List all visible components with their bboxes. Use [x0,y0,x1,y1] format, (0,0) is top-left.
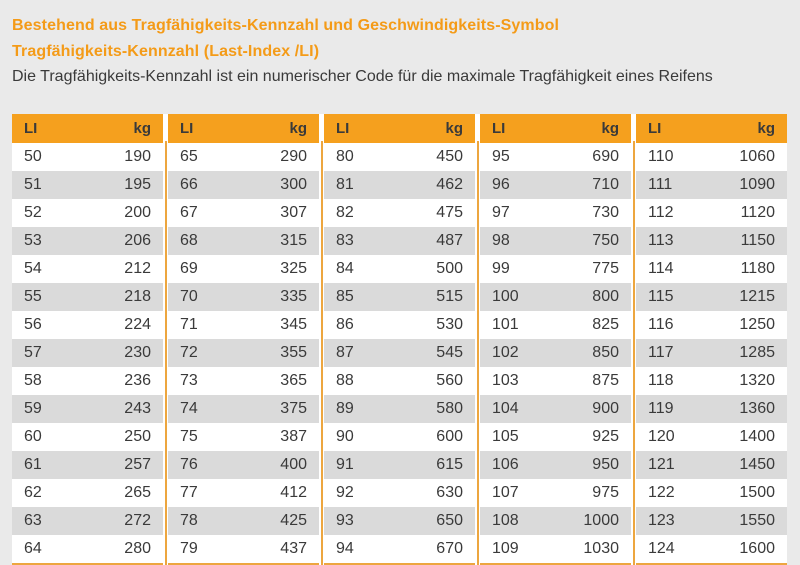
kg-value-cell: 200 [83,199,163,227]
header-row [480,114,631,143]
li-value-cell: 53 [12,227,83,255]
li-value-cell: 98 [480,227,551,255]
kg-value-cell: 212 [83,255,163,283]
table-row [636,311,787,339]
li-value-cell: 106 [480,451,551,479]
table-row [12,395,163,423]
table-row [324,507,475,535]
table-row [636,339,787,367]
kg-value-cell: 500 [395,255,475,283]
kg-value-cell: 690 [551,143,631,171]
li-value-cell: 124 [636,535,707,565]
header-row [636,114,787,143]
kg-value-cell: 615 [395,451,475,479]
li-value-cell: 108 [480,507,551,535]
divider-line [477,141,479,565]
kg-value-cell: 1150 [707,227,787,255]
li-value-cell: 110 [636,143,707,171]
li-value-cell: 91 [324,451,395,479]
table-row [636,367,787,395]
table-row [324,367,475,395]
li-value-cell: 68 [168,227,239,255]
kg-value-cell: 195 [83,171,163,199]
table-row [12,283,163,311]
kg-value-cell: 355 [239,339,319,367]
load-index-table-group-2 [168,114,319,565]
kg-value-cell: 462 [395,171,475,199]
li-value-cell: 92 [324,479,395,507]
table-row [168,311,319,339]
li-value-cell: 112 [636,199,707,227]
li-value-cell: 93 [324,507,395,535]
li-value-cell: 78 [168,507,239,535]
kg-value-cell: 206 [83,227,163,255]
table-row [324,311,475,339]
li-value-cell: 81 [324,171,395,199]
li-value-cell: 104 [480,395,551,423]
kg-value-cell: 1285 [707,339,787,367]
kg-value-cell: 1600 [707,535,787,565]
kg-column-header: kg [707,114,787,143]
kg-value-cell: 218 [83,283,163,311]
li-value-cell: 101 [480,311,551,339]
li-value-cell: 86 [324,311,395,339]
kg-value-cell: 545 [395,339,475,367]
kg-value-cell: 335 [239,283,319,311]
table-row [324,199,475,227]
table-row [168,395,319,423]
li-value-cell: 72 [168,339,239,367]
column-group-divider [475,114,480,565]
kg-value-cell: 387 [239,423,319,451]
kg-column-header: kg [551,114,631,143]
kg-value-cell: 950 [551,451,631,479]
li-column-header: LI [12,114,83,143]
divider-line [633,141,635,565]
table-row [168,227,319,255]
li-value-cell: 102 [480,339,551,367]
table-row [636,535,787,565]
li-value-cell: 107 [480,479,551,507]
kg-value-cell: 265 [83,479,163,507]
li-value-cell: 67 [168,199,239,227]
table-row [12,143,163,171]
li-value-cell: 123 [636,507,707,535]
li-value-cell: 60 [12,423,83,451]
kg-value-cell: 315 [239,227,319,255]
column-group-divider [631,114,636,565]
kg-value-cell: 800 [551,283,631,311]
li-value-cell: 63 [12,507,83,535]
kg-value-cell: 272 [83,507,163,535]
table-row [324,535,475,565]
load-index-table-group-3 [324,114,475,565]
kg-value-cell: 345 [239,311,319,339]
li-value-cell: 62 [12,479,83,507]
li-column-header: LI [324,114,395,143]
kg-value-cell: 1215 [707,283,787,311]
kg-value-cell: 775 [551,255,631,283]
li-value-cell: 59 [12,395,83,423]
kg-value-cell: 1090 [707,171,787,199]
table-row [168,255,319,283]
table-row [636,143,787,171]
kg-value-cell: 190 [83,143,163,171]
kg-value-cell: 1000 [551,507,631,535]
table-row [12,255,163,283]
table-row [168,339,319,367]
li-value-cell: 87 [324,339,395,367]
table-row [480,283,631,311]
li-value-cell: 100 [480,283,551,311]
kg-value-cell: 236 [83,367,163,395]
table-row [636,423,787,451]
li-value-cell: 73 [168,367,239,395]
kg-value-cell: 580 [395,395,475,423]
kg-value-cell: 1450 [707,451,787,479]
load-index-tables [12,114,787,565]
kg-value-cell: 650 [395,507,475,535]
table-row [168,367,319,395]
kg-value-cell: 875 [551,367,631,395]
li-value-cell: 113 [636,227,707,255]
kg-value-cell: 290 [239,143,319,171]
kg-value-cell: 1120 [707,199,787,227]
kg-value-cell: 250 [83,423,163,451]
li-value-cell: 115 [636,283,707,311]
li-value-cell: 122 [636,479,707,507]
li-value-cell: 84 [324,255,395,283]
li-column-header: LI [168,114,239,143]
table-row [12,311,163,339]
li-value-cell: 120 [636,423,707,451]
table-row [12,171,163,199]
li-value-cell: 114 [636,255,707,283]
table-row [324,283,475,311]
table-row [12,535,163,565]
table-row [480,451,631,479]
table-row [168,507,319,535]
li-value-cell: 69 [168,255,239,283]
li-value-cell: 56 [12,311,83,339]
kg-value-cell: 487 [395,227,475,255]
kg-value-cell: 730 [551,199,631,227]
table-row [12,451,163,479]
table-row [12,227,163,255]
li-value-cell: 94 [324,535,395,565]
table-row [168,199,319,227]
table-row [324,143,475,171]
table-heading: Tragfähigkeits-Kennzahl (Last-Index /LI) [12,43,320,60]
li-value-cell: 88 [324,367,395,395]
kg-value-cell: 1320 [707,367,787,395]
header-row [168,114,319,143]
column-group-divider [319,114,324,565]
table-row [168,479,319,507]
table-row [324,227,475,255]
li-value-cell: 119 [636,395,707,423]
table-row [480,395,631,423]
table-row [480,255,631,283]
table-row [480,339,631,367]
li-value-cell: 103 [480,367,551,395]
li-value-cell: 75 [168,423,239,451]
table-row [168,171,319,199]
kg-value-cell: 1360 [707,395,787,423]
li-value-cell: 95 [480,143,551,171]
table-row [480,171,631,199]
kg-value-cell: 670 [395,535,475,565]
section-heading: Bestehend aus Tragfähigkeits-Kennzahl und Geschwindigkeits-Symbol [12,17,560,34]
table-row [324,451,475,479]
li-value-cell: 83 [324,227,395,255]
kg-value-cell: 450 [395,143,475,171]
kg-value-cell: 300 [239,171,319,199]
li-value-cell: 52 [12,199,83,227]
kg-value-cell: 325 [239,255,319,283]
li-value-cell: 99 [480,255,551,283]
kg-value-cell: 1400 [707,423,787,451]
kg-value-cell: 412 [239,479,319,507]
kg-value-cell: 1060 [707,143,787,171]
table-row [636,507,787,535]
table-row [636,479,787,507]
table-row [636,255,787,283]
li-value-cell: 85 [324,283,395,311]
load-index-table-group-5 [636,114,787,565]
table-row [168,423,319,451]
intro-section [12,13,788,89]
table-row [12,367,163,395]
column-group-divider [163,114,168,565]
kg-value-cell: 825 [551,311,631,339]
table-row [12,479,163,507]
table-row [324,395,475,423]
kg-value-cell: 560 [395,367,475,395]
kg-value-cell: 975 [551,479,631,507]
li-value-cell: 50 [12,143,83,171]
li-value-cell: 57 [12,339,83,367]
li-column-header: LI [480,114,551,143]
kg-value-cell: 850 [551,339,631,367]
li-value-cell: 79 [168,535,239,565]
li-value-cell: 121 [636,451,707,479]
li-value-cell: 96 [480,171,551,199]
li-value-cell: 111 [636,171,707,199]
kg-value-cell: 1250 [707,311,787,339]
li-value-cell: 118 [636,367,707,395]
load-index-table-group-4 [480,114,631,565]
load-index-table-group-1 [12,114,163,565]
table-row [480,423,631,451]
kg-value-cell: 750 [551,227,631,255]
table-row [12,507,163,535]
table-row [480,535,631,565]
kg-value-cell: 230 [83,339,163,367]
kg-value-cell: 900 [551,395,631,423]
table-row [636,451,787,479]
header-row [12,114,163,143]
table-row [12,199,163,227]
kg-value-cell: 375 [239,395,319,423]
kg-value-cell: 437 [239,535,319,565]
kg-value-cell: 1550 [707,507,787,535]
table-row [168,535,319,565]
li-value-cell: 105 [480,423,551,451]
header-row [324,114,475,143]
table-row [480,479,631,507]
li-value-cell: 51 [12,171,83,199]
table-row [168,283,319,311]
kg-value-cell: 425 [239,507,319,535]
table-row [168,143,319,171]
li-value-cell: 117 [636,339,707,367]
kg-value-cell: 515 [395,283,475,311]
li-value-cell: 55 [12,283,83,311]
kg-column-header: kg [395,114,475,143]
li-value-cell: 70 [168,283,239,311]
table-row [12,423,163,451]
kg-value-cell: 257 [83,451,163,479]
kg-value-cell: 365 [239,367,319,395]
table-row [324,339,475,367]
kg-value-cell: 630 [395,479,475,507]
li-value-cell: 66 [168,171,239,199]
table-row [324,423,475,451]
kg-value-cell: 475 [395,199,475,227]
table-row [12,339,163,367]
li-value-cell: 116 [636,311,707,339]
kg-value-cell: 1030 [551,535,631,565]
kg-value-cell: 224 [83,311,163,339]
divider-line [321,141,323,565]
description-text: Die Tragfähigkeits-Kennzahl ist ein numerischer Code für die maximale Tragfähigkeit eines Reifens [12,68,713,85]
table-row [168,451,319,479]
li-value-cell: 80 [324,143,395,171]
table-row [636,283,787,311]
li-value-cell: 64 [12,535,83,565]
li-value-cell: 109 [480,535,551,565]
table-row [480,507,631,535]
li-value-cell: 58 [12,367,83,395]
li-value-cell: 90 [324,423,395,451]
table-row [324,479,475,507]
li-value-cell: 61 [12,451,83,479]
kg-value-cell: 1500 [707,479,787,507]
kg-value-cell: 280 [83,535,163,565]
kg-value-cell: 530 [395,311,475,339]
table-row [636,171,787,199]
table-row [324,255,475,283]
table-row [480,311,631,339]
li-value-cell: 76 [168,451,239,479]
kg-value-cell: 925 [551,423,631,451]
li-value-cell: 71 [168,311,239,339]
kg-column-header: kg [239,114,319,143]
kg-value-cell: 243 [83,395,163,423]
li-value-cell: 89 [324,395,395,423]
li-value-cell: 97 [480,199,551,227]
li-value-cell: 77 [168,479,239,507]
divider-line [165,141,167,565]
li-column-header: LI [636,114,707,143]
table-row [480,199,631,227]
table-row [480,143,631,171]
table-row [480,367,631,395]
li-value-cell: 82 [324,199,395,227]
li-value-cell: 65 [168,143,239,171]
li-value-cell: 74 [168,395,239,423]
table-row [636,227,787,255]
table-row [480,227,631,255]
table-row [636,395,787,423]
kg-value-cell: 600 [395,423,475,451]
kg-value-cell: 307 [239,199,319,227]
li-value-cell: 54 [12,255,83,283]
table-row [636,199,787,227]
kg-value-cell: 1180 [707,255,787,283]
table-row [324,171,475,199]
kg-value-cell: 710 [551,171,631,199]
kg-column-header: kg [83,114,163,143]
kg-value-cell: 400 [239,451,319,479]
